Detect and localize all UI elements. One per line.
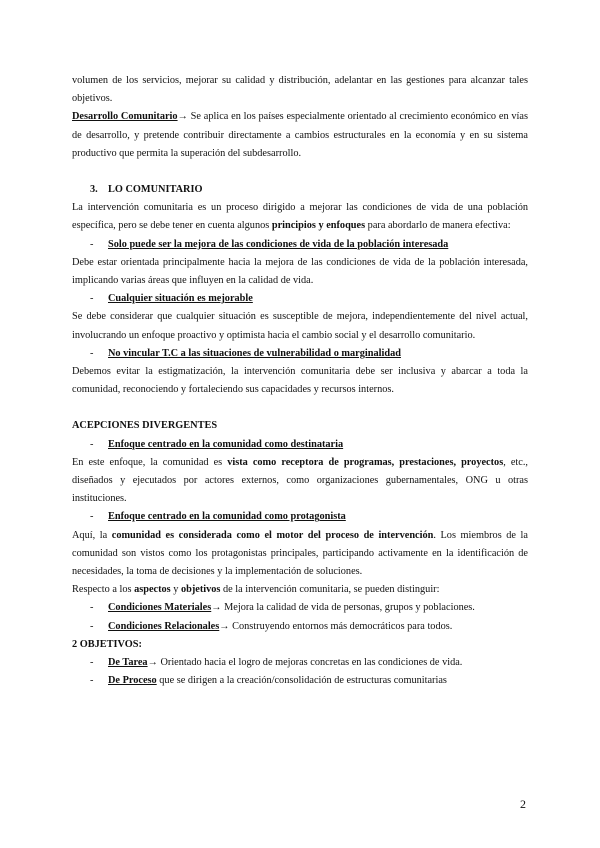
desarrollo-comunitario-paragraph: [72, 108, 528, 163]
arrow: →: [177, 111, 188, 123]
acepcion-heading: - Enfoque centrado en la comunidad como protagonista: [90, 511, 346, 523]
objetivo-item: - De Tarea→ Orientado hacia el logro de mejoras concretas en las condiciones de vida.: [90, 657, 463, 669]
acepciones-heading: ACEPCIONES DIVERGENTES: [72, 420, 218, 432]
condition-item: - Condiciones Materiales→ Mejora la calidad de vida de personas, grupos y poblaciones.: [90, 602, 475, 614]
acepcion-heading: - Enfoque centrado en la comunidad como destinataria: [90, 438, 344, 450]
principle-heading: - No vincular T.C a las situaciones de vulnerabilidad o marginalidad: [90, 347, 401, 359]
principle-body: Debe estar orientada principalmente hacia la mejora de las condiciones de vida de la población interesada, implicando varias áreas que influyen en la calidad de vida.: [72, 256, 528, 287]
acepcion-body: En este enfoque, la comunidad es vista como receptora de programas, prestaciones, proyectos, etc., diseñados y ejecutados por actores externos, como organizaciones gubernamentales, ONG u otras instituciones.: [72, 456, 528, 505]
principle-heading: - Solo puede ser la mejora de las condiciones de vida de la población interesada: [90, 238, 449, 250]
principle-body: Debemos evitar la estigmatización, la intervención comunitaria debe ser inclusiva y abarcar a toda la comunidad, reconociendo y fortaleciendo sus capacidades y recursos internos.: [72, 366, 528, 396]
desarrollo-term: Desarrollo Comunitario: [72, 111, 178, 123]
page-number: 2: [520, 797, 526, 811]
condition-item: - Condiciones Relacionales→ Construyendo entornos más democráticos para todos.: [90, 620, 453, 632]
page-content: [72, 72, 528, 691]
objetivos-heading: 2 OBJETIVOS:: [72, 638, 142, 650]
principle-heading: - Cualquier situación es mejorable: [90, 293, 253, 305]
acepcion-body: Aquí, la comunidad es considerada como el motor del proceso de intervención. Los miembros de la comunidad son vistos como los protagonistas principales, participando activamente en la identificación de necesidades, la toma de decisiones y la implementación de soluciones.: [72, 529, 528, 578]
desarrollo-text: Se aplica en los países especialmente orientado al crecimiento económico en vías de desarrollo, y pretende contribuir directamente a cambios estructurales en la economía y en su sistema productivo que permita la superación del subdesarrollo.: [72, 111, 528, 159]
section-3-intro: La intervención comunitaria es un proceso dirigido a mejorar las condiciones de vida de una población específica, pero se debe tener en cuenta algunos principios y enfoques para abordarlo de manera efectiva:: [72, 202, 528, 232]
objetivo-item: - De Proceso que se dirigen a la creación/consolidación de estructuras comunitarias: [90, 675, 447, 687]
section-3-heading: 3. LO COMUNITARIO: [90, 184, 203, 196]
principle-body: Se debe considerar que cualquier situación es susceptible de mejora, independientemente del nivel actual, involucrando un enfoque proactivo y optimista hacia el cambio social y el desarrollo comunitario.: [72, 311, 528, 341]
intro-paragraph: volumen de los servicios, mejorar su calidad y distribución, adelantar en las gestiones para alcanzar tales objetivos.: [72, 75, 528, 105]
aspects-paragraph: Respecto a los aspectos y objetivos de la intervención comunitaria, se pueden distinguir:: [72, 584, 440, 596]
